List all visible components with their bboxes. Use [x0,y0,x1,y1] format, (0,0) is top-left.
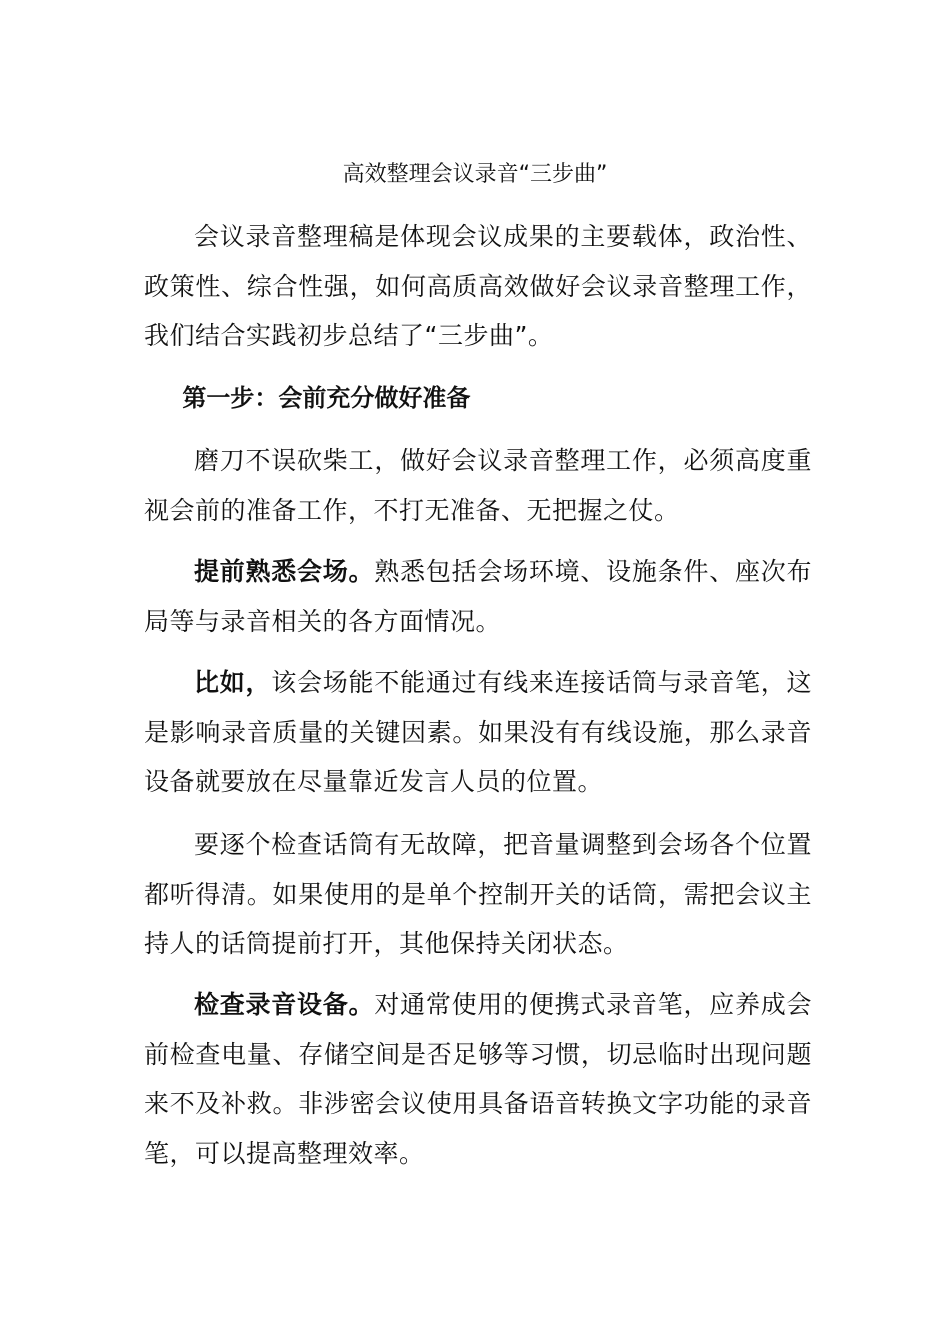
section-heading-step-one: 第一步：会前充分做好准备 [182,384,471,412]
paragraph-recorder [144,980,812,1178]
paragraph-example [144,658,812,807]
paragraph-venue-text: 熟悉包括会场环境、设施条件、座次布局等与录音相关的各方面情况。 [144,557,812,636]
paragraph-example-text: 该会场能不能通过有线来连接话筒与录音笔，这是影响录音质量的关键因素。如果没有有线设施，那么录音设备就要放在尽量靠近发言人员的位置。 [144,668,812,796]
paragraph-venue-lead: 提前熟悉会场。 [194,557,375,586]
paragraph-recorder-text: 对通常使用的便携式录音笔，应养成会前检查电量、存储空间是否足够等习惯，切忌临时出现问题来不及补救。非涉密会议使用具备语音转换文字功能的录音笔，可以提高整理效率。 [144,990,812,1168]
paragraph-recorder-lead: 检查录音设备。 [194,990,375,1019]
paragraph-microphone: 要逐个检查话筒有无故障，把音量调整到会场各个位置都听得清。如果使用的是单个控制开关的话筒，需把会议主持人的话筒提前打开，其他保持关闭状态。 [144,830,812,958]
paragraph-venue [144,547,812,646]
document-title: 高效整理会议录音“三步曲” [342,162,608,187]
paragraph-preparation: 磨刀不误砍柴工，做好会议录音整理工作，必须高度重视会前的准备工作，不打无准备、无把握之仗。 [144,446,812,525]
intro-paragraph: 会议录音整理稿是体现会议成果的主要载体，政治性、政策性、综合性强，如何高质高效做好会议录音整理工作，我们结合实践初步总结了“三步曲”。 [144,222,812,350]
paragraph-example-lead: 比如， [194,668,272,697]
